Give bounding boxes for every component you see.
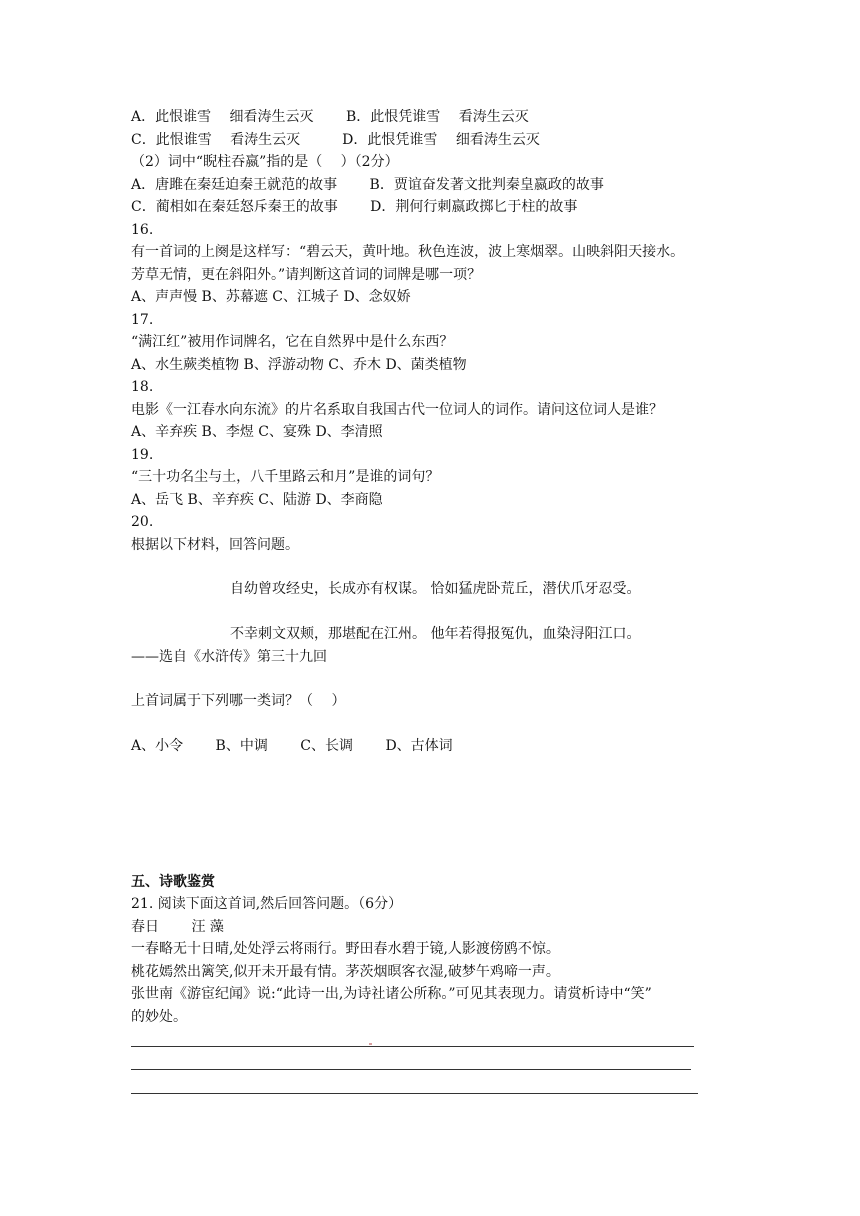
- q15-sub2-options-cd: C．蔺相如在秦廷怒斥秦王的故事 D．荆何行刺嬴政掷匕于柱的故事: [131, 199, 578, 215]
- q16-stem-line2: 芳草无情，更在斜阳外。”请判断这首词的词牌是哪一项？: [131, 267, 482, 283]
- q18-number: 18.: [131, 379, 154, 395]
- q16-stem-line1: 有一首词的上阕是这样写：“碧云天，黄叶地。秋色连波，波上寒烟翠。山映斜阳天接水。: [131, 244, 685, 260]
- q15-options-ab: A．此恨谁雪 细看涛生云灭 B．此恨凭谁雪 看涛生云灭: [131, 109, 529, 125]
- q16-options: A、声声慢 B、苏幕遮 C、江城子 D、念奴娇: [131, 289, 411, 305]
- q21-prompt-line2: 的妙处。: [131, 1009, 187, 1025]
- poem-title: 春日 汪 藻: [131, 919, 224, 935]
- stray-mark: [369, 1043, 372, 1045]
- answer-line-2: [131, 1069, 691, 1070]
- poem-line1: 一春略无十日晴,处处浮云将雨行。野田春水碧于镜,人影渡傍鸥不惊。: [131, 941, 560, 957]
- section5-heading: 五、诗歌鉴赏: [131, 874, 215, 890]
- q20-source: ——选自《水浒传》第三十九回: [131, 649, 327, 665]
- q21-prompt-line1: 张世南《游宦纪闻》说:“此诗一出,为诗社诸公所称。”可见其表现力。请赏析诗中“笑”: [131, 986, 652, 1002]
- answer-line-3: [131, 1093, 698, 1094]
- poem-line2: 桃花嫣然出篱笑,似开未开最有情。茅茨烟暝客衣湿,破梦午鸡啼一声。: [131, 964, 560, 980]
- q17-options: A、水生蕨类植物 B、浮游动物 C、乔木 D、菌类植物: [131, 357, 467, 373]
- q17-stem: “满江红”被用作词牌名，它在自然界中是什么东西？: [131, 334, 454, 350]
- q19-stem: “三十功名尘与土，八千里路云和月”是谁的词句？: [131, 469, 440, 485]
- q20-number: 20.: [131, 514, 154, 530]
- q20-options: A、小令 B、中调 C、长调 D、古体词: [131, 738, 453, 754]
- q20-poem-line1: 自幼曾攻经史，长成亦有权谋。 恰如猛虎卧荒丘，潜伏爪牙忍受。: [230, 581, 641, 597]
- answer-line-1: [131, 1046, 694, 1047]
- q20-stem: 根据以下材料，回答问题。: [131, 537, 299, 553]
- q15-sub2-options-ab: A．唐雎在秦廷迫秦王就范的故事 B．贾谊奋发著文批判秦皇嬴政的故事: [131, 177, 604, 193]
- q18-options: A、辛弃疾 B、李煜 C、宴殊 D、李清照: [131, 424, 383, 440]
- q20-question: 上首词属于下列哪一类词？（ ）: [131, 693, 346, 709]
- q18-stem: 电影《一江春水向东流》的片名系取自我国古代一位词人的词作。请问这位词人是谁？: [131, 402, 663, 418]
- q21-stem: 21. 阅读下面这首词,然后回答问题。（6分）: [131, 896, 403, 912]
- q19-options: A、岳飞 B、辛弃疾 C、陆游 D、李商隐: [131, 492, 383, 508]
- q16-number: 16.: [131, 222, 154, 238]
- q19-number: 19.: [131, 447, 154, 463]
- q15-options-cd: C．此恨谁雪 看涛生云灭 D．此恨凭谁雪 细看涛生云灭: [131, 132, 540, 148]
- q15-sub2-stem: （2）词中“睨柱吞嬴”指的是（ ）（2分）: [131, 154, 399, 170]
- q20-poem-line2: 不幸刺文双颊，那堪配在江州。 他年若得报冤仇，血染浔阳江口。: [230, 626, 641, 642]
- q17-number: 17.: [131, 312, 154, 328]
